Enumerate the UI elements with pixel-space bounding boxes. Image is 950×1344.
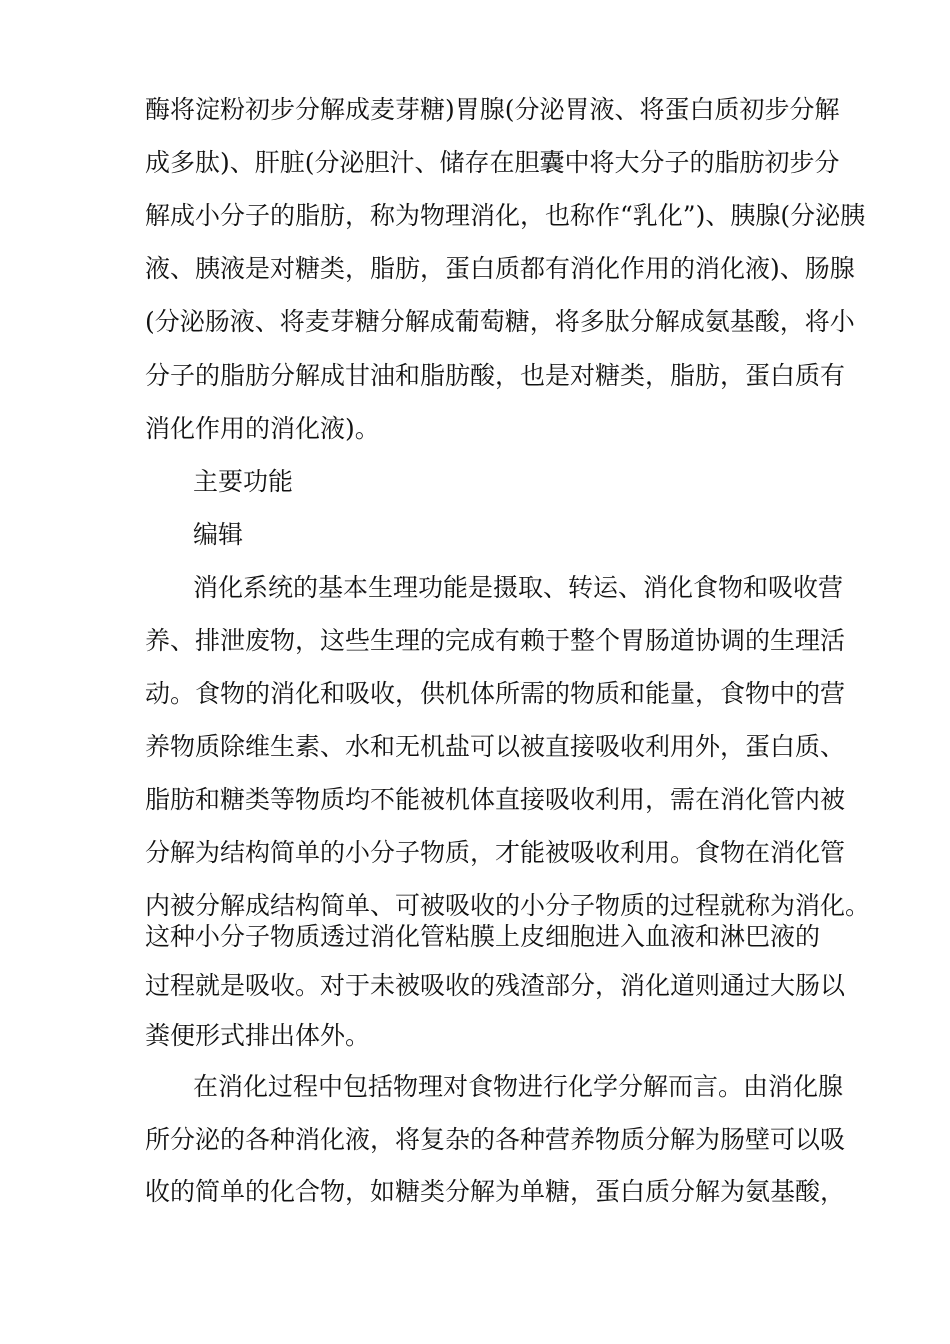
text-line: 内被分解成结构简单、可被吸收的小分子物质的过程就称为消化。 (145, 891, 871, 920)
text-line: (分泌肠液、将麦芽糖分解成葡萄糖，将多肽分解成氨基酸，将小 (145, 307, 855, 336)
text-line: 分子的脂肪分解成甘油和脂肪酸，也是对糖类，脂肪，蛋白质有 (145, 361, 846, 390)
text-line: 所分泌的各种消化液，将复杂的各种营养物质分解为肠壁可以吸 (145, 1125, 846, 1154)
paragraph-start-line: 在消化过程中包括物理对食物进行化学分解而言。由消化腺 (193, 1072, 844, 1101)
text-line: 养、排泄废物，这些生理的完成有赖于整个胃肠道协调的生理活 (145, 626, 846, 655)
text-line: 脂肪和糖类等物质均不能被机体直接吸收利用，需在消化管内被 (145, 785, 846, 814)
text-line: 酶将淀粉初步分解成麦芽糖)胃腺(分泌胃液、将蛋白质初步分解 (145, 95, 840, 124)
paragraph-start-line: 消化系统的基本生理功能是摄取、转运、消化食物和吸收营 (193, 573, 844, 602)
section-heading: 主要功能 (193, 467, 294, 496)
text-line: 过程就是吸收。对于未被吸收的残渣部分，消化道则通过大肠以 (145, 971, 846, 1000)
text-line: 解成小分子的脂肪，称为物理消化，也称作“乳化”)、胰腺(分泌胰 (145, 201, 866, 230)
text-line: 粪便形式排出体外。 (145, 1021, 371, 1050)
text-line: 养物质除维生素、水和无机盐可以被直接吸收利用外，蛋白质、 (145, 732, 846, 761)
edit-label: 编辑 (193, 520, 244, 549)
text-line: 消化作用的消化液)。 (145, 414, 380, 443)
text-line: 液、胰液是对糖类，脂肪，蛋白质都有消化作用的消化液)、肠腺 (145, 254, 855, 283)
text-line: 这种小分子物质透过消化管粘膜上皮细胞进入血液和淋巴液的 (145, 922, 821, 951)
text-line: 收的简单的化合物，如糖类分解为单糖，蛋白质分解为氨基酸， (145, 1177, 846, 1206)
text-line: 分解为结构简单的小分子物质，才能被吸收利用。食物在消化管 (145, 838, 846, 867)
text-line: 成多肽)、肝脏(分泌胆汁、储存在胆囊中将大分子的脂肪初步分 (145, 148, 840, 177)
text-line: 动。食物的消化和吸收，供机体所需的物质和能量，食物中的营 (145, 679, 846, 708)
